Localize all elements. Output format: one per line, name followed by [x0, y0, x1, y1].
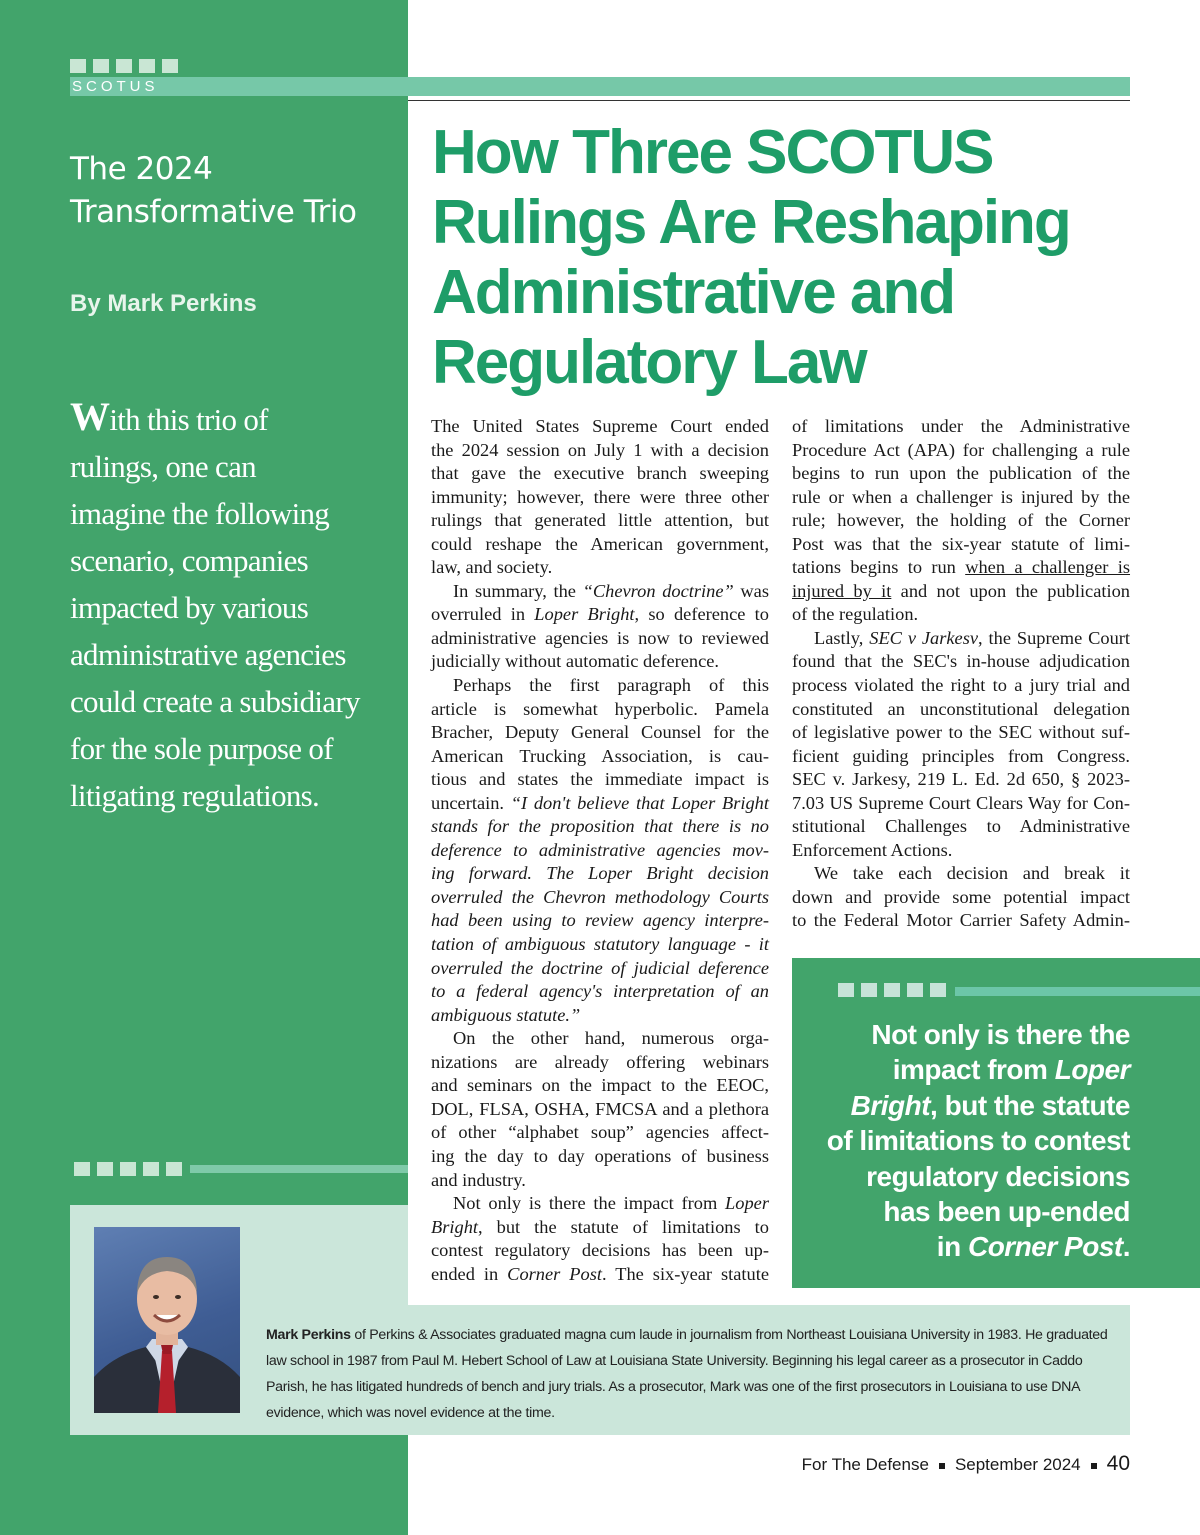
page-footer	[700, 1452, 1130, 1476]
body-text-line: ing forward. The Loper Bright decision	[431, 863, 769, 884]
bio-squares-decoration	[74, 1162, 182, 1176]
body-text-line: SEC v. Jarkesy, 219 L. Ed. 2d 650, § 2023-	[792, 769, 1130, 790]
pullquote-line: administrative agencies	[70, 637, 346, 672]
body-text-line: ficient guiding principles from Congress.	[792, 745, 1130, 766]
headline-line: Regulatory Law	[432, 328, 866, 397]
callout-quote	[812, 1017, 1130, 1265]
callout-line: of limitations to contest	[826, 1125, 1130, 1157]
body-text-line: Perhaps the first paragraph of this	[453, 675, 769, 696]
body-text-line: overruled the doctrine of judicial deference	[431, 957, 769, 978]
body-text-line: On the other hand, numerous orga-	[453, 1028, 769, 1049]
pullquote-line: for the sole purpose of	[70, 731, 333, 766]
body-text-line: the 2024 session on July 1 with a decision	[431, 439, 769, 460]
body-text-line: Bracher, Deputy General Counsel for the	[431, 722, 769, 743]
sidebar-pullquote	[70, 393, 390, 819]
body-text-line: process violated the right to a jury trial and	[792, 675, 1130, 696]
page-number: 40	[1106, 1452, 1130, 1475]
deck-line: The 2024	[70, 151, 213, 187]
author-photo	[94, 1227, 240, 1413]
body-text-line: Lastly, SEC v Jarkesv, the Supreme Court	[814, 627, 1130, 648]
body-text-line: 7.03 US Supreme Court Clears Way for Con-	[792, 792, 1130, 813]
headline-line: Administrative and	[432, 258, 955, 327]
body-text-line: could reshape the American government,	[431, 533, 769, 554]
body-text-line: We take each decision and break it	[814, 863, 1130, 884]
callout-line: Bright, but the statute	[850, 1089, 1130, 1121]
deck-line: Transformative Trio	[70, 194, 357, 230]
section-band	[70, 77, 1130, 96]
bio-rule	[190, 1165, 408, 1173]
body-text-line: to the Federal Motor Carrier Safety Admin-	[792, 910, 1130, 931]
body-text-line: Post was that the six-year statute of limi-	[792, 533, 1130, 554]
pullquote-line: imagine the following	[70, 496, 330, 531]
body-text-line: down and provide some potential impact	[792, 886, 1130, 907]
body-text-line: article is somewhat hyperbolic. Pamela	[431, 698, 769, 719]
footer-separator-icon	[1091, 1463, 1097, 1469]
bio-body: of Perkins & Associates graduated magna cum laude in journalism from Northeast Louisiana University in 1983. He graduated law school in 1987 from Paul M. Hebert School of Law at Louisiana State University. Beginning his legal career as a prosecutor in Caddo Parish, he has litigated hundreds of bench and jury trials. As a prosecutor, Mark was one of the first prosecutors in Louisiana to use DNA evidence, which was novel evidence at the time.	[266, 1327, 1108, 1421]
bio-author-name: Mark Perkins	[266, 1327, 351, 1343]
footer-separator-icon	[939, 1463, 945, 1469]
body-text-line: administrative agencies is now to reviewed	[431, 627, 769, 648]
body-text-line: of the regulation.	[792, 604, 919, 625]
body-text-line: The United States Supreme Court ended	[431, 416, 769, 436]
byline: By Mark Perkins	[70, 290, 257, 317]
body-text-line: found that the SEC's in-house adjudication	[792, 651, 1130, 672]
body-text-line: judicially without automatic deference.	[431, 651, 720, 672]
body-text-line: tious and states the immediate impact is	[431, 769, 769, 790]
body-text-line: tations begins to run when a challenger is	[792, 557, 1131, 578]
callout-squares-decoration	[838, 983, 946, 997]
pullquote-line: could create a subsidiary	[70, 684, 360, 719]
body-text-line: stitutional Challenges to Administrative	[792, 816, 1130, 837]
callout-line: regulatory decisions	[866, 1160, 1130, 1192]
body-text-line: rule or when a challenger is injured by the	[792, 486, 1130, 507]
body-text-line: and seminars on the impact to the EEOC,	[431, 1075, 769, 1096]
body-column-1	[431, 415, 769, 1286]
body-text-line: DOL, FLSA, OSHA, FMCSA and a plethora	[431, 1098, 769, 1119]
body-text-line: deference to administrative agencies mov-	[431, 839, 769, 860]
pullquote-dropcap: W	[70, 394, 110, 439]
callout-line: Not only is there the	[871, 1019, 1130, 1050]
body-text-line: of legislative power to the SEC without suf-	[792, 722, 1130, 743]
body-text-line: rule; however, the holding of the Corner	[792, 510, 1130, 531]
callout-line: impact from Loper	[892, 1054, 1130, 1086]
body-text-line: and industry.	[431, 1169, 526, 1190]
callout-line: in Corner Post.	[936, 1231, 1130, 1263]
headline-line: How Three SCOTUS	[432, 118, 993, 187]
body-text-line: rulings that generated little attention, but	[431, 510, 769, 531]
callout-rule	[955, 987, 1200, 996]
callout-line: has been up-ended	[883, 1196, 1130, 1228]
pullquote-line: rulings, one can	[70, 449, 256, 484]
body-column-2	[792, 415, 1130, 933]
body-text-line: nizations are already offering webinars	[431, 1051, 769, 1072]
article-deck	[70, 148, 390, 234]
headline-line: Rulings Are Reshaping	[432, 188, 1070, 257]
body-text-line: that gave the executive branch sweeping	[431, 463, 769, 484]
body-text-line: overruled the Chevron methodology Courts	[431, 886, 769, 907]
body-text-line: American Trucking Association, is cau-	[431, 745, 769, 766]
pullquote-line: scenario, companies	[70, 543, 309, 578]
body-text-line: of limitations under the Administrative	[792, 416, 1130, 436]
body-text-line: injured by it and not upon the publication	[792, 580, 1130, 601]
body-text-line: contest regulatory decisions has been up-	[431, 1240, 769, 1261]
body-text-line: overruled in Loper Bright, so deference to	[431, 604, 769, 625]
body-text-line: ing the day to day operations of business	[431, 1145, 769, 1166]
pullquote-line: With this trio of	[70, 394, 268, 439]
body-text-line: uncertain. “I don't believe that Loper Bright	[431, 792, 769, 813]
body-text-line: In summary, the “Chevron doctrine” was	[453, 580, 770, 601]
body-text-line: Procedure Act (APA) for challenging a rule	[792, 439, 1130, 460]
pullquote-line: impacted by various	[70, 590, 309, 625]
body-text-line: to a federal agency's interpretation of an	[431, 981, 769, 1002]
body-text-line: law, and society.	[431, 557, 553, 578]
body-text-line: constituted an unconstitutional delegation	[792, 698, 1130, 719]
body-text-line: stands for the proposition that there is no	[431, 816, 769, 837]
body-text-line: Bright, but the statute of limitations to	[431, 1216, 769, 1237]
section-rule	[408, 100, 1130, 101]
body-text-line: had been using to review agency interpre-	[431, 910, 769, 931]
section-squares-decoration	[70, 59, 178, 73]
body-text-line: ended in Corner Post. The six-year statute	[431, 1263, 769, 1284]
author-portrait-illustration	[94, 1227, 240, 1413]
pullquote-line: litigating regulations.	[70, 778, 320, 813]
footer-publication: For The Defense	[801, 1455, 929, 1474]
body-text-line: ambiguous statute.”	[431, 1004, 581, 1025]
body-text-line: tation of ambiguous statutory language - it	[431, 934, 769, 955]
body-text-line: Not only is there the impact from Loper	[453, 1193, 769, 1214]
body-text-line: Enforcement Actions.	[792, 839, 953, 860]
footer-date: September 2024	[954, 1455, 1081, 1474]
body-text-line: immunity; however, there were three other	[431, 486, 769, 507]
section-label: SCOTUS	[72, 78, 159, 95]
article-headline	[432, 118, 1132, 398]
author-bio	[266, 1322, 1116, 1426]
body-text-line: begins to run upon the publication of the	[792, 463, 1130, 484]
body-text-line: of other “alphabet soup” agencies affect-	[431, 1122, 769, 1143]
